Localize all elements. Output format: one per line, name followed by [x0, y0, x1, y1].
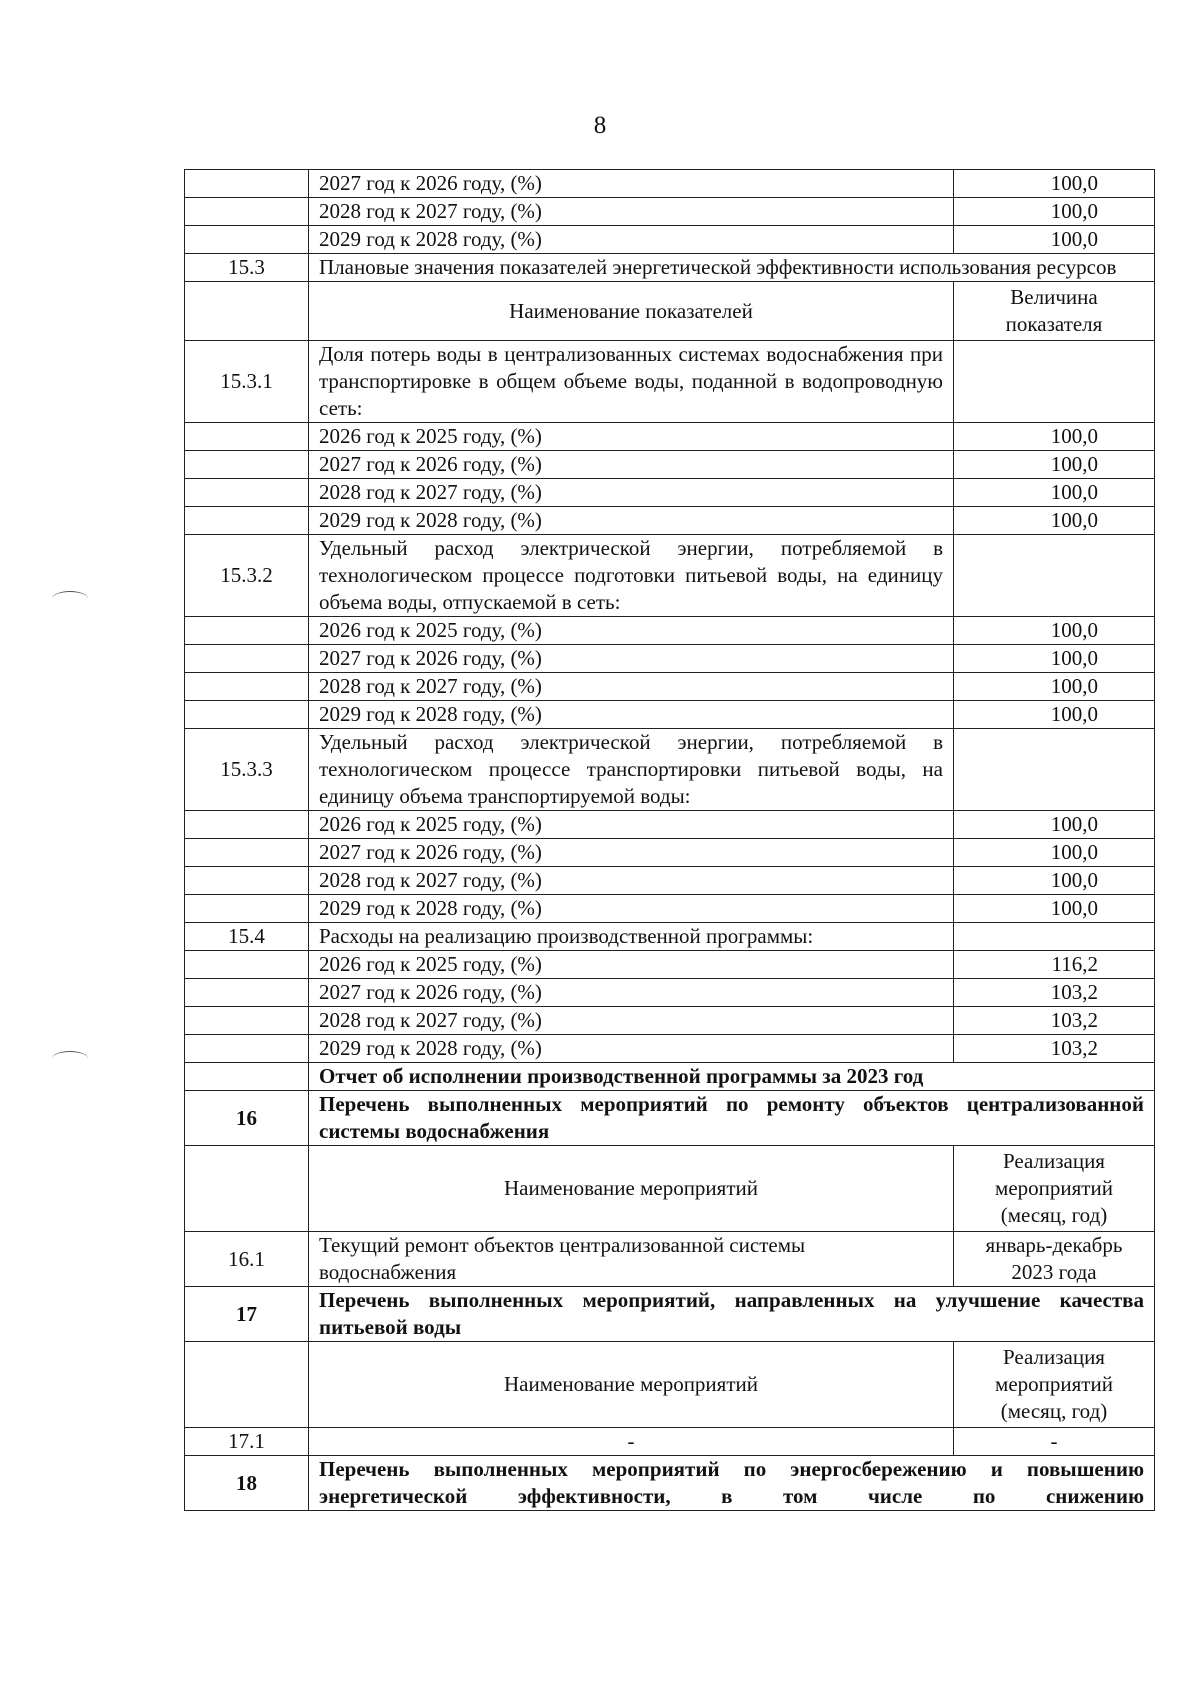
row-name: - [309, 1428, 954, 1456]
row-name: 2028 год к 2027 году, (%) [309, 479, 954, 507]
indicators-table [184, 169, 1155, 1511]
row-value: 103,2 [954, 1035, 1155, 1063]
section-row-18 [185, 1456, 1155, 1511]
row-value: 100,0 [954, 170, 1155, 198]
row-value: 100,0 [954, 645, 1155, 673]
row-name: 2029 год к 2028 году, (%) [309, 701, 954, 729]
section-row-15-3-2 [185, 535, 1155, 617]
table-row [185, 479, 1155, 507]
row-value: 100,0 [954, 839, 1155, 867]
row-name: 2028 год к 2027 году, (%) [309, 198, 954, 226]
section-title: Плановые значения показателей энергетической эффективности использования ресурсов [309, 254, 1155, 282]
row-value: 100,0 [954, 226, 1155, 254]
row-name: 2027 год к 2026 году, (%) [309, 645, 954, 673]
table-row [185, 423, 1155, 451]
row-value: 100,0 [954, 701, 1155, 729]
table-row [185, 1007, 1155, 1035]
row-value: 100,0 [954, 479, 1155, 507]
row-name: 2029 год к 2028 году, (%) [309, 1035, 954, 1063]
table-row [185, 645, 1155, 673]
section-title: Расходы на реализацию производственной программы: [309, 923, 954, 951]
row-name: 2029 год к 2028 году, (%) [309, 226, 954, 254]
section-number: 15.3.2 [185, 535, 309, 617]
table-row [185, 198, 1155, 226]
section-row-16 [185, 1091, 1155, 1146]
row-name: 2027 год к 2026 году, (%) [309, 979, 954, 1007]
row-value: 103,2 [954, 979, 1155, 1007]
table-row [185, 979, 1155, 1007]
column-header-row [185, 1342, 1155, 1428]
section-number: 16 [185, 1091, 309, 1146]
section-row-15-3-1 [185, 341, 1155, 423]
section-row-15-3 [185, 254, 1155, 282]
section-row-15-4 [185, 923, 1155, 951]
table-row [185, 951, 1155, 979]
table-row [185, 839, 1155, 867]
column-header-row [185, 1146, 1155, 1232]
column-header-value: Реализация мероприятий (месяц, год) [954, 1342, 1155, 1428]
table-row [185, 867, 1155, 895]
row-name: 2027 год к 2026 году, (%) [309, 839, 954, 867]
row-name: 2026 год к 2025 году, (%) [309, 423, 954, 451]
section-number: 16.1 [185, 1232, 309, 1287]
section-title: Перечень выполненных мероприятий, направленных на улучшение качества питьевой воды [309, 1287, 1155, 1342]
table-row [185, 170, 1155, 198]
column-header-name: Наименование мероприятий [309, 1342, 954, 1428]
row-value: 100,0 [954, 617, 1155, 645]
row-name: 2028 год к 2027 году, (%) [309, 1007, 954, 1035]
table-row [185, 617, 1155, 645]
report-title: Отчет об исполнении производственной программы за 2023 год [309, 1063, 1155, 1091]
page-number: 8 [593, 112, 607, 139]
column-header-value: Величина показателя [954, 282, 1155, 341]
row-name: 2026 год к 2025 году, (%) [309, 951, 954, 979]
row-name: 2027 год к 2026 году, (%) [309, 170, 954, 198]
row-value: 100,0 [954, 895, 1155, 923]
table-row [185, 811, 1155, 839]
column-header-value: Реализация мероприятий (месяц, год) [954, 1146, 1155, 1232]
table-row [185, 226, 1155, 254]
section-number: 18 [185, 1456, 309, 1511]
table-row [185, 451, 1155, 479]
row-value: 100,0 [954, 867, 1155, 895]
section-number: 15.3.3 [185, 729, 309, 811]
row-value: 100,0 [954, 507, 1155, 535]
row-value: 100,0 [954, 423, 1155, 451]
column-header-name: Наименование показателей [309, 282, 954, 341]
section-row-17 [185, 1287, 1155, 1342]
section-number: 15.4 [185, 923, 309, 951]
row-value: 103,2 [954, 1007, 1155, 1035]
margin-mark [52, 1051, 88, 1066]
section-number: 15.3.1 [185, 341, 309, 423]
row-value: январь-декабрь 2023 года [954, 1232, 1155, 1287]
section-title: Удельный расход электрической энергии, потребляемой в технологическом процессе транспортировки питьевой воды, на единицу объема транспортируемой воды: [309, 729, 954, 811]
section-number: 17.1 [185, 1428, 309, 1456]
section-number: 15.3 [185, 254, 309, 282]
row-name: 2029 год к 2028 году, (%) [309, 507, 954, 535]
section-title: Перечень выполненных мероприятий по ремонту объектов централизованной системы водоснабжения [309, 1091, 1155, 1146]
column-header-name: Наименование мероприятий [309, 1146, 954, 1232]
margin-mark [52, 591, 88, 606]
row-name: 2027 год к 2026 году, (%) [309, 451, 954, 479]
row-value: 100,0 [954, 673, 1155, 701]
row-value: 100,0 [954, 198, 1155, 226]
table-row [185, 1035, 1155, 1063]
section-row-16-1 [185, 1232, 1155, 1287]
row-value: 100,0 [954, 811, 1155, 839]
row-value: 100,0 [954, 451, 1155, 479]
row-value: - [954, 1428, 1155, 1456]
table-row [185, 507, 1155, 535]
row-name: 2028 год к 2027 году, (%) [309, 867, 954, 895]
report-title-row [185, 1063, 1155, 1091]
row-name: 2026 год к 2025 году, (%) [309, 811, 954, 839]
column-header-row [185, 282, 1155, 341]
section-title: Удельный расход электрической энергии, потребляемой в технологическом процессе подготовки питьевой воды, на единицу объема воды, отпускаемой в сеть: [309, 535, 954, 617]
section-row-17-1 [185, 1428, 1155, 1456]
section-title: Перечень выполненных мероприятий по энергосбережению и повышению энергетической эффективности, в том числе по снижению [309, 1456, 1155, 1511]
table-row [185, 701, 1155, 729]
section-number: 17 [185, 1287, 309, 1342]
section-row-15-3-3 [185, 729, 1155, 811]
row-value: 116,2 [954, 951, 1155, 979]
table-row [185, 895, 1155, 923]
row-name: 2026 год к 2025 году, (%) [309, 617, 954, 645]
section-title: Доля потерь воды в централизованных системах водоснабжения при транспортировке в общем объеме воды, поданной в водопроводную сеть: [309, 341, 954, 423]
row-name: 2029 год к 2028 году, (%) [309, 895, 954, 923]
row-name: Текущий ремонт объектов централизованной системы водоснабжения [309, 1232, 954, 1287]
table-row [185, 673, 1155, 701]
row-name: 2028 год к 2027 году, (%) [309, 673, 954, 701]
